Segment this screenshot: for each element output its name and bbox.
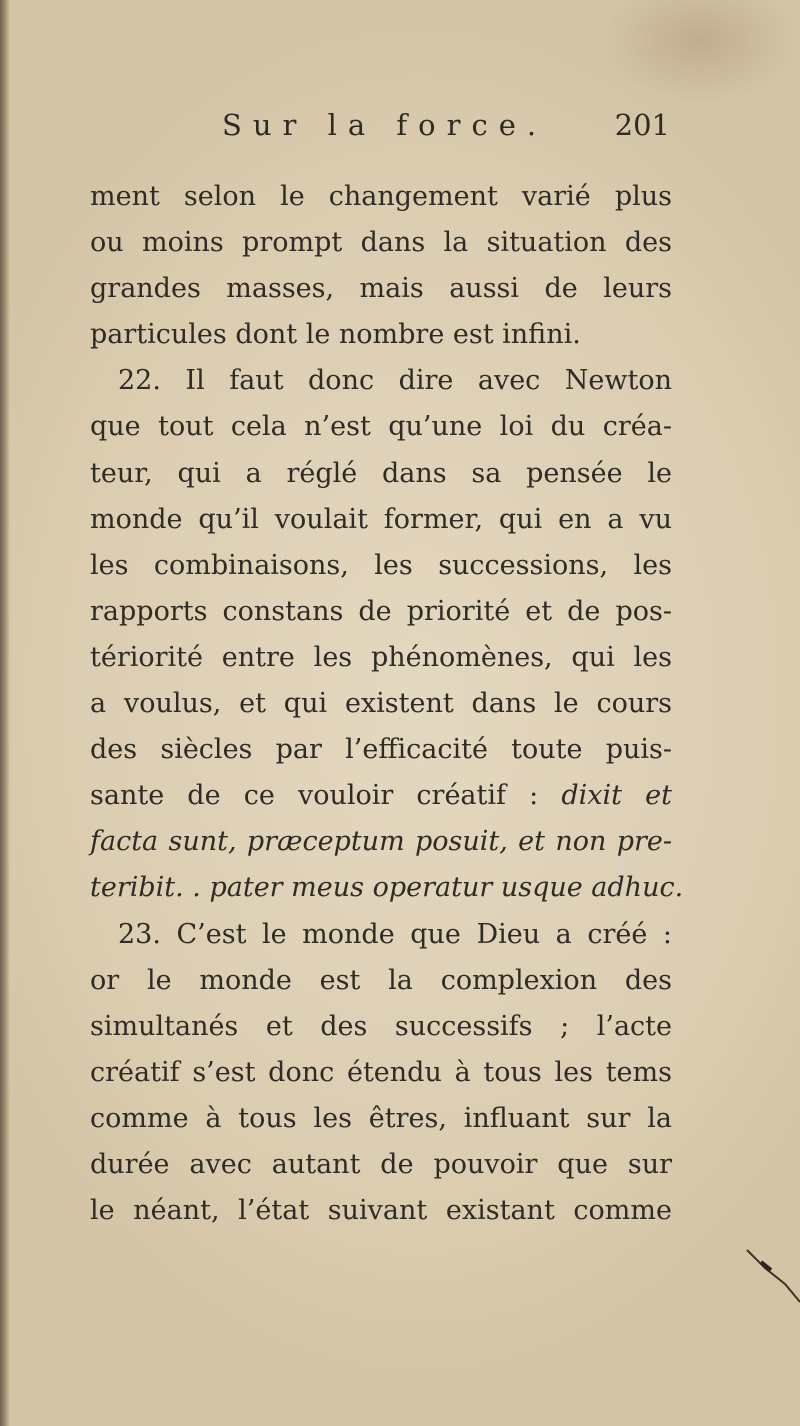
text-line: teur, qui a réglé dans sa pensée le [90, 457, 672, 489]
text-line-mixed [90, 773, 672, 819]
page-binding-edge [0, 0, 10, 1426]
text-roman-segment: sante de ce vouloir créatif : [90, 780, 539, 812]
text-line: rapports constans de priorité et de pos- [90, 595, 672, 627]
text-line: tériorité entre les phénomènes, qui les [90, 641, 672, 673]
text-line: des siècles par l’efficacité toute puis- [90, 734, 672, 766]
latin-quote-line: teribit. . pater meus operatur usque adhuc. [90, 872, 684, 904]
text-line: particules dont le nombre est infini. [90, 319, 581, 351]
paragraph-23-start: 23. C’est le monde que Dieu a créé : [118, 918, 672, 950]
text-line: simultanés et des successifs ; l’acte [90, 1010, 672, 1042]
text-line: or le monde est la complexion des [90, 964, 672, 996]
text-line: grandes masses, mais aussi de leurs [90, 273, 672, 305]
text-line: comme à tous les êtres, influant sur la [90, 1102, 672, 1134]
text-line: a voulus, et qui existent dans le cours [90, 688, 672, 720]
running-title: Sur la force. [222, 108, 548, 142]
pen-mark-icon [745, 1248, 800, 1308]
latin-quote-line: facta sunt, præceptum posuit, et non pre- [90, 826, 672, 858]
text-line: créatif s’est donc étendu à tous les tems [90, 1056, 672, 1088]
text-line: durée avec autant de pouvoir que sur [90, 1148, 672, 1180]
body-text [90, 174, 684, 1234]
page-number: 201 [614, 108, 670, 142]
text-line: le néant, l’état suivant existant comme [90, 1195, 672, 1227]
text-line: ment selon le changement varié plus [90, 181, 672, 212]
text-line: les combinaisons, les successions, les [90, 549, 672, 581]
text-line: monde qu’il voulait former, qui en a vu [90, 503, 672, 535]
text-line: que tout cela n’est qu’une loi du créa- [90, 411, 672, 443]
latin-quote-segment: dixit et [561, 780, 672, 812]
text-line: ou moins prompt dans la situation des [90, 227, 672, 259]
page-header [90, 108, 680, 152]
paragraph-22-start: 22. Il faut donc dire avec Newton [118, 365, 672, 397]
